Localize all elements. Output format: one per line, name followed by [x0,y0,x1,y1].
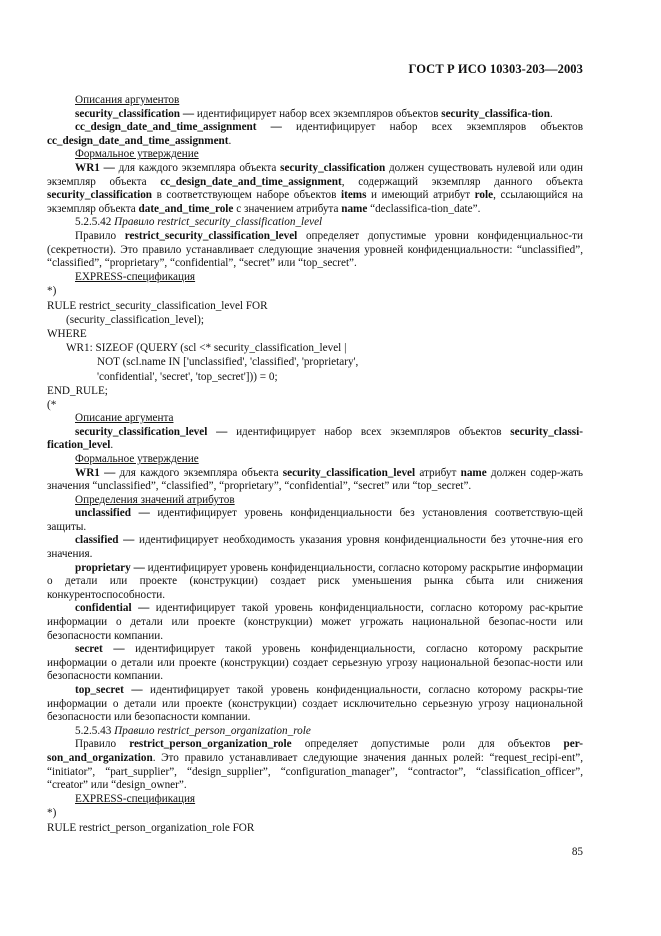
formal-statement: WR1 — для каждого экземпляра объекта security_classification_level атрибут name должен содер-жать значения “unclassified”, “classified”, “proprietary”, “confidential”, “secret” или “top_secret”. [47,466,583,493]
section-heading: Определения значений атрибутов [75,493,235,506]
subsection-title: 5.2.5.42 Правило restrict_security_classification_level [75,216,323,229]
rule-description: Правило restrict_security_classification_level определяет допустимые уровни конфиденциальнос-ти (секретности). Это правило устанавливает следующие значения уровней конфиденциальности: “unclassified”, “classified”, “proprietary”, “confidential”, “secret” или “top_secret”. [47,229,583,270]
code-line: 'confidential', 'secret', 'top_secret'])) = 0; [97,370,278,383]
code-line: END_RULE; [47,384,108,397]
subsection-title: 5.2.5.43 Правило restrict_person_organization_role [75,724,311,737]
attribute-definition: top_secret — идентифицирует такой уровень конфиденциальности, согласно которому раскры-тие информации о детали или проекте (конструкции) создает исключительно серьезную угрозу национальной безопасности или безопасности компании. [47,684,583,724]
code-line: RULE restrict_person_organization_role FOR [47,821,255,834]
attribute-definition: secret — идентифицирует такой уровень конфиденциальности, согласно которому раскрытие информации о детали или проекте (конструкции) создает серьезную угрозу национальной безопас-ности или безопасности компании. [47,643,583,683]
attribute-definition: confidential — идентифицирует такой уровень конфиденциальности, согласно которому рас-крытие информации о детали или проекте (конструкции) может угрожать национальной безопас-ности или безопасности компании. [47,602,583,642]
code-line: NOT (scl.name IN ['unclassified', 'classified', 'proprietary', [97,356,359,369]
code-line: RULE restrict_security_classification_level FOR [47,299,268,312]
section-heading: Описания аргументов [75,94,180,106]
attribute-definition: unclassified — идентифицирует уровень конфиденциальности без установления соответствую-щей защиты. [47,507,583,533]
code-line: (security_classification_level); [66,313,204,326]
section-heading: Формальное утверждение [75,148,199,161]
code-line: WR1: SIZEOF (QUERY (scl <* security_classification_level | [66,342,347,355]
section-heading: EXPRESS-спецификация [75,792,196,805]
page-content [47,94,583,835]
attribute-definition: proprietary — идентифицирует уровень конфиденциальности, согласно которому раскрытие информации о детали или проекте (конструкции) создает риск уменьшения рынка сбыта или снижения конкурентоспособности. [47,561,583,601]
code-line: *) [47,285,57,298]
section-heading: Формальное утверждение [75,452,199,465]
attribute-definition: classified — идентифицирует необходимость указания уровня конфиденциальности без уточне-ния его значения. [47,534,583,561]
argument-description: cc_design_date_and_time_assignment — идентифицирует набор всех экземпляров объектов cc_design_date_and_time_assignment. [47,121,583,147]
standard-header: ГОСТ Р ИСО 10303-203—2003 [408,62,583,76]
code-line: WHERE [47,327,87,340]
rule-description: Правило restrict_person_organization_role определяет допустимые роли для объектов per-son_and_organization. Это правило устанавливает следующие значения данных ролей: “request_recipi-ent”, “initiator”, “part_supplier”, “design_supplier”, “configuration_manager”, “contractor”, “classification_officer”, “creator” или “design_owner”. [47,738,583,792]
formal-statement: WR1 — для каждого экземпляра объекта security_classification должен существовать нулевой или один экземпляр объекта cc_design_date_and_time_assignment, содержащий экземпляр данного объекта security_classification в соответствующем наборе объектов items и имеющий атрибут role, ссылающийся на экземпляр объекта date_and_time_role с значением атрибута name “declassifica-tion_date”. [47,161,583,215]
code-line: (* [47,398,57,411]
code-line: *) [47,807,57,820]
page-number: 85 [571,846,583,858]
section-heading: Описание аргумента [75,412,174,425]
argument-description: security_classification — идентифицирует набор всех экземпляров объектов security_classifica-tion. [75,107,553,120]
section-heading: EXPRESS-спецификация [75,270,196,283]
argument-description: security_classification_level — идентифицирует набор всех экземпляров объектов security_classi-fication_level. [47,425,583,452]
